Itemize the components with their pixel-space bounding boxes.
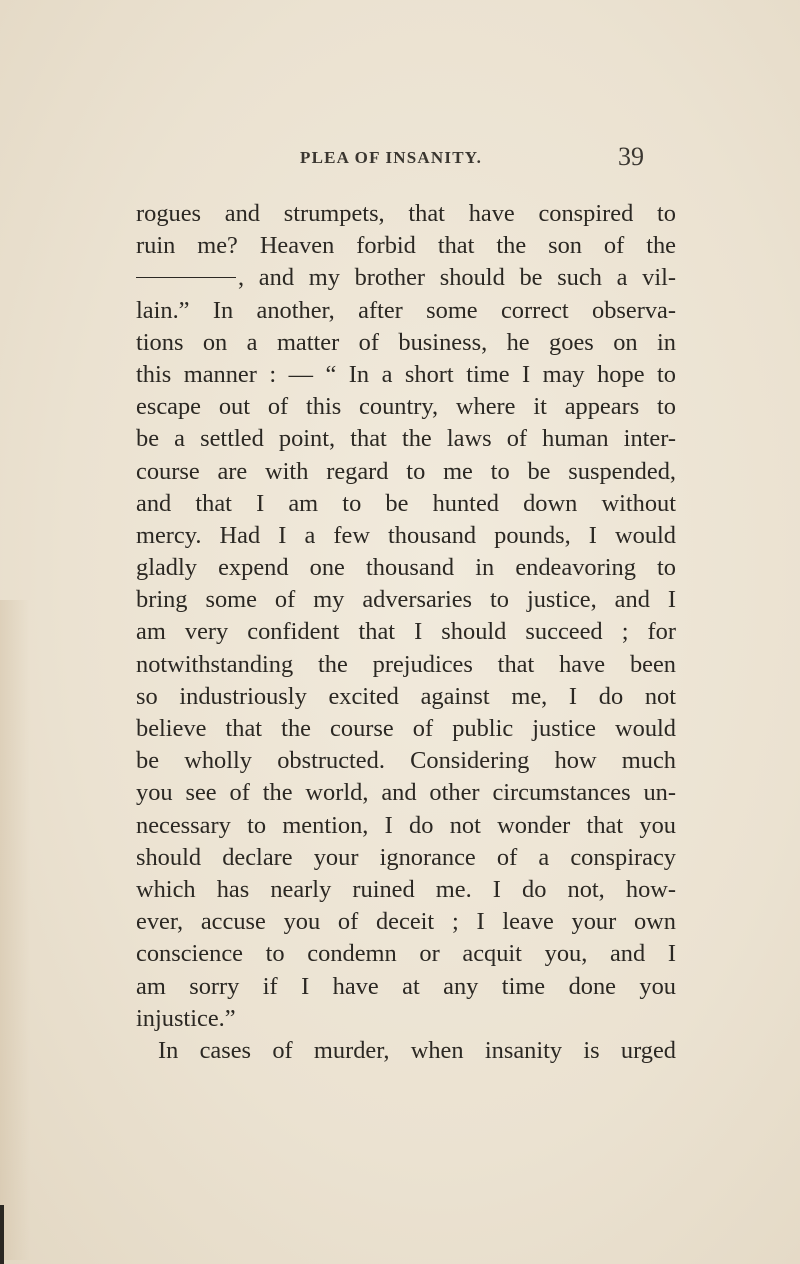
elision-dash (136, 277, 236, 278)
text-line: believe that the course of public justice would (136, 715, 676, 742)
text-line: you see of the world, and other circumstances un- (136, 779, 676, 807)
text-line: be a settled point, that the laws of human inter- (136, 425, 676, 453)
body-text (136, 198, 676, 1067)
text-line: course are with regard to me to be suspended, (136, 457, 676, 485)
text-line: gladly expend one thousand in endeavoring to (136, 554, 676, 582)
page-stain (0, 600, 30, 1260)
text-line: am sorry if I have at any time done you (136, 972, 676, 1000)
text-line: am very confident that I should succeed ; for (136, 618, 676, 646)
text-line: bring some of my adversaries to justice, and I (136, 586, 676, 614)
text-line: which has nearly ruined me. I do not, how- (136, 875, 676, 903)
text-line: escape out of this country, where it appears to (136, 393, 676, 421)
page-number: 39 (618, 142, 644, 171)
text-line: mercy. Had I a few thousand pounds, I would (136, 521, 676, 549)
text-line: conscience to condemn or acquit you, and I (136, 940, 676, 968)
text-line: , and my brother should be such a vil- (238, 264, 676, 292)
paragraph-start-line: In cases of murder, when insanity is urged (158, 1036, 676, 1064)
text-line: so industriously excited against me, I do not (136, 682, 676, 710)
text-line: notwithstanding the prejudices that have been (136, 650, 676, 678)
text-line: injustice.” (136, 1004, 236, 1032)
page-header (0, 142, 800, 188)
text-line: this manner : — “ In a short time I may hope to (136, 360, 676, 388)
text-line-with-dash (136, 262, 676, 294)
text-line: tions on a matter of business, he goes on in (136, 328, 676, 356)
text-line: be wholly obstructed. Considering how much (136, 747, 676, 775)
running-title: PLEA OF INSANITY. (300, 148, 483, 167)
text-line: and that I am to be hunted down without (136, 489, 676, 517)
text-line: necessary to mention, I do not wonder that you (136, 811, 676, 839)
text-line: should declare your ignorance of a conspiracy (136, 843, 676, 871)
text-line: lain.” In another, after some correct observa- (136, 296, 676, 324)
text-line: rogues and strumpets, that have conspired to (136, 200, 676, 227)
text-line: ruin me? Heaven forbid that the son of the (136, 232, 676, 260)
page-edge-mark (0, 1205, 4, 1264)
text-line: ever, accuse you of deceit ; I leave your own (136, 908, 676, 936)
